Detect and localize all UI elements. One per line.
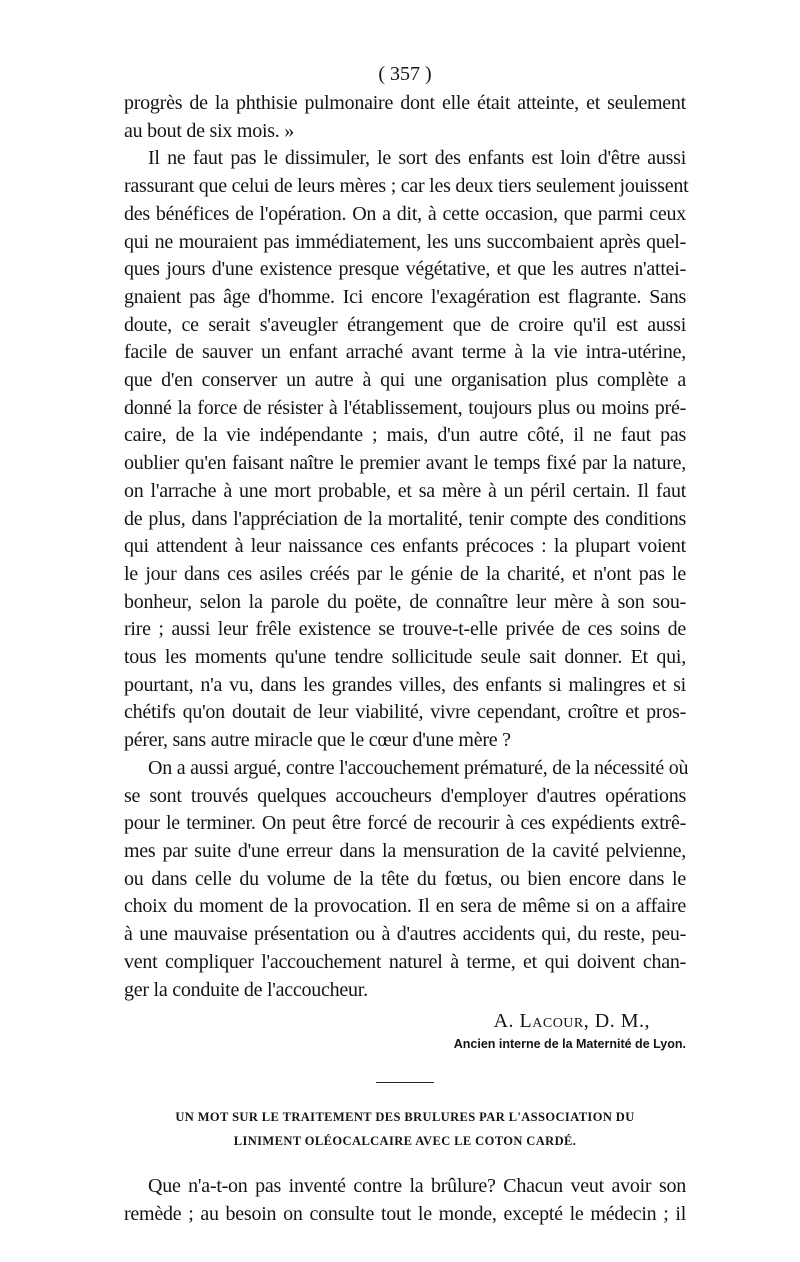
text-line: le jour dans ces asiles créés par le génie de la charité, et n'ont pas le (124, 562, 686, 585)
text-line: remède ; au besoin on consulte tout le monde, excepté le médecin ; il (124, 1202, 686, 1225)
text-line: qui ne mouraient pas immédiatement, les uns succombaient après quel- (124, 230, 686, 253)
text-line: se sont trouvés quelques accoucheurs d'employer d'autres opérations (124, 784, 686, 807)
paragraph-burns (124, 1173, 686, 1228)
text-line: doute, ce serait s'aveugler étrangement que de croire qu'il est aussi (124, 313, 686, 336)
text-line: tous les moments qu'une tendre sollicitude seule sait donner. Et qui, (124, 646, 686, 669)
text-line: pérer, sans autre miracle que le cœur d'une mère ? (124, 729, 511, 752)
text-line: oublier qu'en faisant naître le premier avant le temps fixé par la nature, (124, 452, 686, 475)
text-line: qui attendent à leur naissance ces enfants précoces : la plupart voient (124, 535, 686, 558)
text-line: On a aussi argué, contre l'accouchement prématuré, de la nécessité où (148, 756, 689, 779)
book-page (124, 58, 689, 1229)
text-line: rire ; aussi leur frêle existence se trouve-t-elle privée de ces soins de (124, 618, 686, 641)
text-line: mes par suite d'une erreur dans la mensuration de la cavité pelvienne, (124, 839, 686, 862)
text-line: choix du moment de la provocation. Il en sera de même si on a affaire (124, 895, 686, 918)
text-line: on l'arrache à une mort probable, et sa mère à un péril certain. Il faut (124, 479, 686, 502)
paragraph-objections (124, 755, 689, 1004)
text-line: à une mauvaise présentation ou à d'autres accidents qui, du reste, peu- (124, 923, 686, 946)
text-line: ou dans celle du volume de la tête du fœtus, ou bien encore dans le (124, 867, 686, 890)
section-title-line: UN MOT SUR LE TRAITEMENT DES BRULURES PAR L'ASSOCIATION DU (175, 1110, 635, 1125)
text-line: ques jours d'une existence presque végétative, et que les autres n'attei- (124, 258, 686, 281)
text-line: rassurant que celui de leurs mères ; car les deux tiers seulement jouissent (124, 175, 689, 198)
text-line: caire, de la vie indépendante ; mais, d'un autre côté, il ne faut pas (124, 424, 686, 447)
text-line: pour le terminer. On peut être forcé de recourir à ces expédients extrê- (124, 812, 686, 835)
page-number: ( 357 ) (378, 63, 432, 85)
text-line: Que n'a-t-on pas inventé contre la brûlure? Chacun veut avoir son (148, 1175, 686, 1198)
text-line: progrès de la phthisie pulmonaire dont elle était atteinte, et seulement (124, 92, 686, 114)
author-initial: A. (493, 1010, 515, 1033)
text-line: des bénéfices de l'opération. On a dit, à cette occasion, que parmi ceux (124, 202, 686, 225)
section-title-line: LINIMENT OLÉOCALCAIRE AVEC LE COTON CARDÉ. (233, 1134, 577, 1149)
paragraph-infant-outcomes (124, 145, 689, 754)
paragraph-continuation (124, 90, 686, 145)
text-line: au bout de six mois. » (124, 119, 295, 142)
text-line: gnaient pas âge d'homme. Ici encore l'exagération est flagrante. Sans (124, 285, 686, 308)
section-divider (376, 1082, 434, 1083)
section-title (124, 1105, 686, 1153)
author-degree: , D. M., (583, 1010, 650, 1033)
text-line: pourtant, n'a vu, dans les grandes villes, des enfants si malingres et si (124, 673, 686, 696)
author-affiliation: Ancien interne de la Maternité de Lyon. (453, 1037, 686, 1052)
text-line: bonheur, selon la parole du poëte, de connaître leur mère à son sou- (124, 590, 686, 613)
text-line: de plus, dans l'appréciation de la mortalité, tenir compte des conditions (124, 507, 686, 530)
text-line: vent compliquer l'accouchement naturel à terme, et qui doivent chan- (124, 950, 686, 973)
text-line: chétifs qu'on doutait de leur viabilité, vivre cependant, croître et pros- (124, 701, 686, 724)
text-line: donné la force de résister à l'établissement, toujours plus ou moins pré- (124, 396, 686, 419)
text-line: facile de sauver un enfant arraché avant terme à la vie intra-utérine, (124, 341, 686, 364)
author-surname: Lacour (519, 1010, 584, 1033)
text-line: Il ne faut pas le dissimuler, le sort des enfants est loin d'être aussi (148, 147, 686, 170)
text-line: ger la conduite de l'accoucheur. (124, 978, 368, 1001)
text-line: que d'en conserver un autre à qui une organisation plus complète a (124, 369, 686, 392)
author-signature (124, 1008, 686, 1034)
